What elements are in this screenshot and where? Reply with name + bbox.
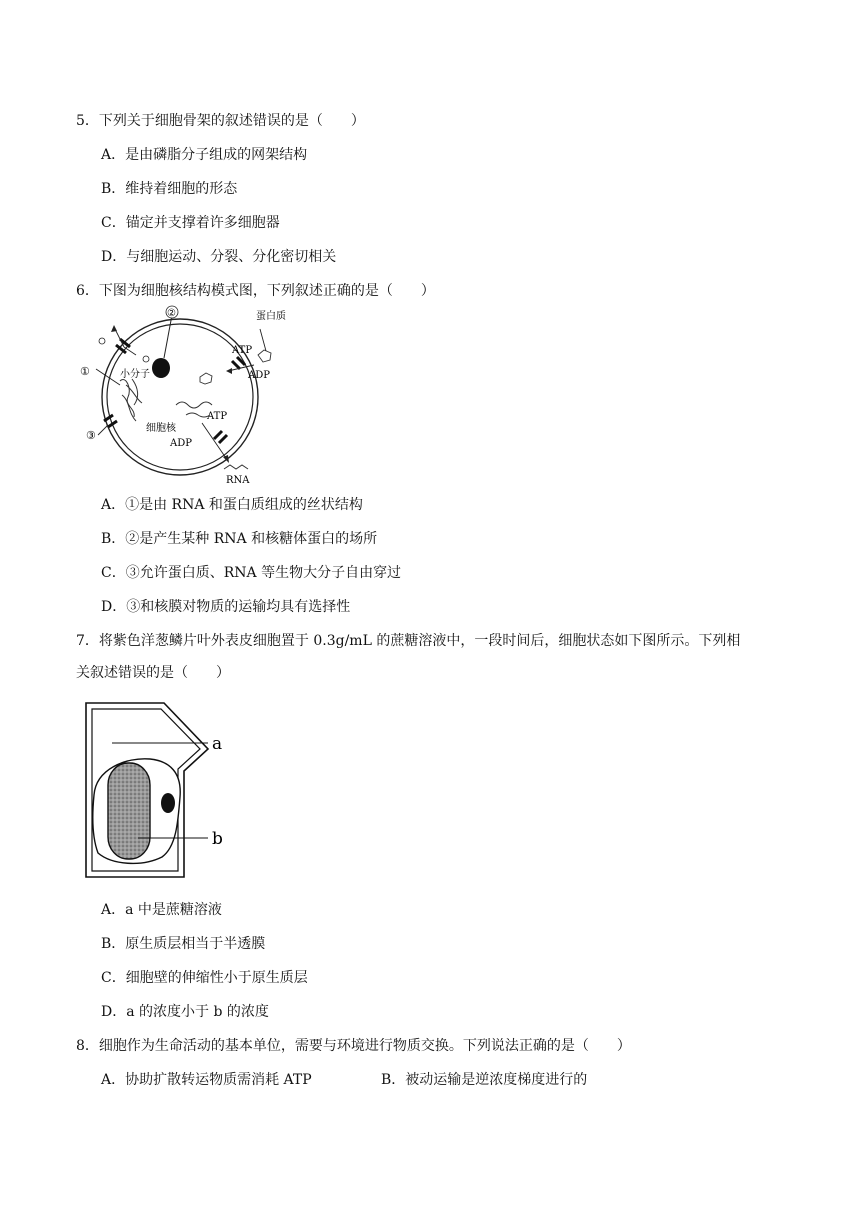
question-6-option-d: D．③和核膜对物质的运输均具有选择性 <box>101 599 351 615</box>
label-adp-bottom: ADP <box>170 438 192 449</box>
question-8-option-a: A．协助扩散转运物质需消耗 ATP <box>101 1072 312 1088</box>
question-5-stem: 5．下列关于细胞骨架的叙述错误的是（ ） <box>76 113 365 129</box>
question-7-option-c: C．细胞壁的伸缩性小于原生质层 <box>101 970 308 986</box>
rna-strand-outside <box>224 465 248 469</box>
nucleus-structure-figure <box>76 305 286 485</box>
vacuole <box>108 763 150 859</box>
question-7-stem-line-2: 关叙述错误的是（ ） <box>76 665 230 681</box>
label-b: b <box>212 829 223 849</box>
question-6-option-c: C．③允许蛋白质、RNA 等生物大分子自由穿过 <box>101 565 402 581</box>
label-atp-top: ATP <box>232 345 253 356</box>
question-7-option-a: A．a 中是蔗糖溶液 <box>101 902 222 918</box>
label-circle-3: ③ <box>86 429 96 442</box>
label-circle-2: ② <box>167 308 176 319</box>
plasmolysis-cell-figure <box>82 697 232 882</box>
label-a: a <box>212 734 223 754</box>
nuclear-pore-bottom-right <box>214 431 227 443</box>
nucleolus <box>152 358 170 378</box>
question-5-option-a: A．是由磷脂分子组成的网架结构 <box>101 147 308 163</box>
question-5-option-c: C．锚定并支撑着许多细胞器 <box>101 215 280 231</box>
question-7-stem-line-1: 7．将紫色洋葱鳞片叶外表皮细胞置于 0.3g/mL 的蔗糖溶液中，一段时间后，细胞状态如下图所示。下列相 <box>76 633 741 649</box>
question-6-option-b: B．②是产生某种 RNA 和核糖体蛋白的场所 <box>101 531 378 547</box>
label-atp-bottom: ATP <box>207 411 228 422</box>
label-small-molecule: 小分子 <box>120 369 150 380</box>
question-6-option-a: A．①是由 RNA 和蛋白质组成的丝状结构 <box>101 497 363 513</box>
question-7-option-b: B．原生质层相当于半透膜 <box>101 936 266 952</box>
label-circle-1: ① <box>80 365 90 378</box>
cell-nucleus <box>161 793 175 813</box>
question-8-option-b: B．被动运输是逆浓度梯度进行的 <box>381 1072 588 1088</box>
label-nucleus: 细胞核 <box>146 423 176 434</box>
question-6-stem: 6．下图为细胞核结构模式图，下列叙述正确的是（ ） <box>76 283 435 299</box>
question-5-option-d: D．与细胞运动、分裂、分化密切相关 <box>101 249 337 265</box>
question-5-option-b: B．维持着细胞的形态 <box>101 181 238 197</box>
question-8-stem: 8．细胞作为生命活动的基本单位，需要与环境进行物质交换。下列说法正确的是（ ） <box>76 1038 631 1054</box>
label-rna: RNA <box>226 475 250 485</box>
protein-outside <box>258 350 271 362</box>
label-protein: 蛋白质 <box>256 311 286 322</box>
chromatin <box>120 379 142 421</box>
question-7-option-d: D．a 的浓度小于 b 的浓度 <box>101 1004 269 1020</box>
rna-strand-inside <box>176 402 212 408</box>
protein-inside <box>200 373 212 384</box>
label-adp-top: ADP <box>248 370 270 381</box>
